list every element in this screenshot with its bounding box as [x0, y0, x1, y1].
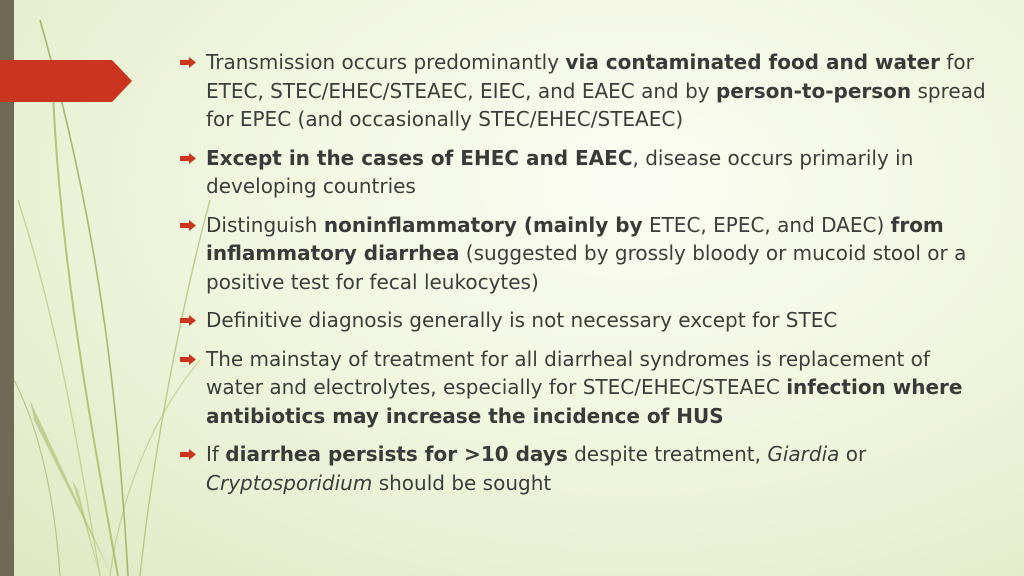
bullet-text-segment: or	[839, 442, 867, 466]
bullet-list	[178, 48, 993, 507]
bullet-text-segment: ETEC, EPEC, and DAEC)	[642, 212, 891, 237]
bullet-text-segment: despite treatment,	[567, 442, 768, 466]
bullet-text-segment: Distinguish	[206, 212, 324, 237]
bullet-text-segment: Except in the cases of EHEC and EAEC	[206, 145, 633, 170]
arrow-bullet-icon	[180, 449, 196, 460]
bullet-text-segment: Giardia	[767, 442, 840, 466]
bullet-item	[178, 306, 993, 335]
bullet-text-segment: via contaminated food and water	[565, 50, 940, 74]
bullet-text-segment: (suggested by grossly bloody or mucoid stool or a positive test for fecal leukocytes)	[206, 241, 967, 294]
bullet-text-segment: should be sought	[372, 470, 552, 495]
bullet-text-segment: infection where antibiotics may increase the incidence of HUS	[206, 375, 963, 428]
bullet-text-segment: for ETEC, STEC/EHEC/STEAEC, EIEC, and EAEC and by	[206, 50, 974, 103]
bullet-item	[178, 48, 993, 134]
arrow-bullet-icon	[180, 354, 196, 365]
bullet-text-segment: If	[206, 442, 226, 466]
arrow-bullet-icon	[180, 220, 196, 231]
bullet-text-segment: spread for EPEC (and occasionally STEC/EHEC/STEAEC)	[206, 78, 986, 131]
bullet-text-segment: , disease occurs primarily in developing countries	[206, 145, 914, 198]
bullet-text-segment: The mainstay of treatment for all diarrheal syndromes is replacement of water and electrolytes, especially for STEC/EHEC/STEAEC	[206, 346, 930, 399]
bullet-text-segment: Definitive diagnosis generally is not necessary except for STEC	[206, 308, 838, 332]
bullet-text-segment: Transmission occurs predominantly	[206, 50, 566, 74]
bullet-item	[178, 345, 993, 431]
bullet-item	[178, 440, 993, 497]
bullet-item	[178, 211, 993, 297]
arrow-bullet-icon	[180, 153, 196, 164]
arrow-bullet-icon	[180, 57, 196, 68]
bullet-text-segment: noninflammatory (mainly by	[323, 212, 643, 237]
bullet-text-segment: from inflammatory diarrhea	[206, 212, 944, 265]
accent-arrow-tab	[0, 60, 132, 102]
bullet-text-segment: Cryptosporidium	[206, 470, 373, 495]
bullet-item	[178, 144, 993, 201]
arrow-bullet-icon	[180, 315, 196, 326]
bullet-text-segment: diarrhea persists for >10 days	[225, 442, 568, 466]
bullet-text-segment: person-to-person	[715, 78, 912, 103]
